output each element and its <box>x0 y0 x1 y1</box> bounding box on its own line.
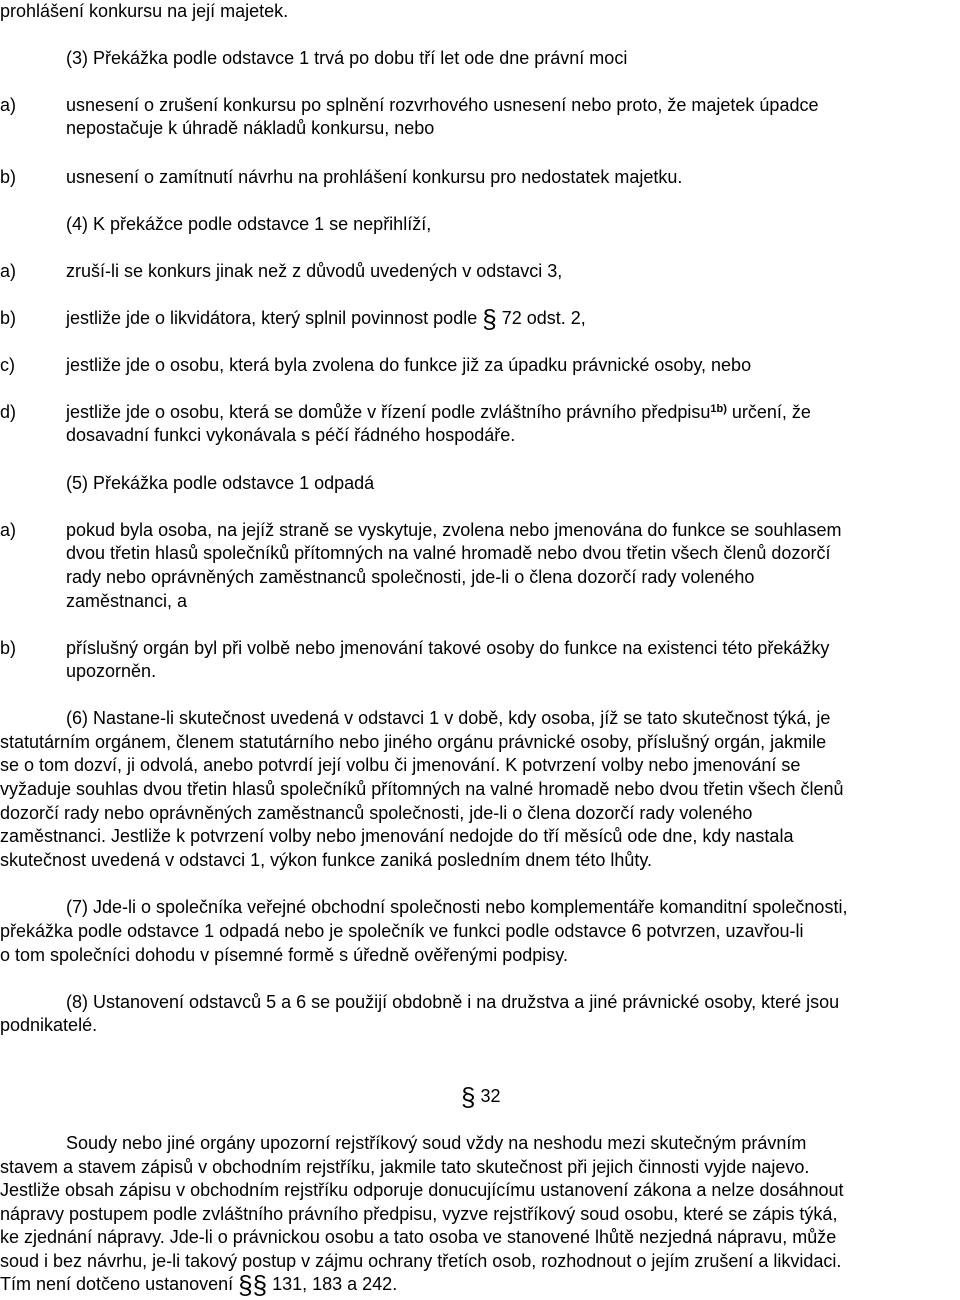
text-line: nepostačuje k úhradě nákladů konkursu, nebo <box>66 118 435 138</box>
text-segment: jestliže jde o likvidátora, který splnil povinnost podle <box>66 308 483 328</box>
text-line: pokud byla osoba, na jejíž straně se vyskytuje, zvolena nebo jmenována do funkce se souhlasem <box>66 520 842 540</box>
item-label: a) <box>0 520 17 540</box>
paragraph-8-text: (8) Ustanovení odstavců 5 a 6 se použijí obdobně i na družstva a jiné právnické osoby, které jsou <box>66 992 840 1012</box>
item-label: b) <box>0 638 17 658</box>
text-line: prohlášení konkursu na její majetek. <box>0 1 289 21</box>
item-label: b) <box>0 167 17 187</box>
paragraph-6-text: (6) Nastane-li skutečnost uvedená v odstavci 1 v době, kdy osoba, jíž se tato skutečnost týká, je <box>66 708 831 728</box>
text-segment: jestliže jde o osobu, která se domůže v řízení podle zvláštního právního předpisu <box>66 402 711 422</box>
text-line: upozorněn. <box>66 661 157 681</box>
paragraph-7-text: (7) Jde-li o společníka veřejné obchodní společnosti nebo komplementáře komanditní společnosti, <box>66 897 848 917</box>
text-line: usnesení o zrušení konkursu po splnění rozvrhového usnesení nebo proto, že majetek úpadce <box>66 95 819 115</box>
text-line: nápravy postupem podle zvláštního právního předpisu, vyzve rejstříkový soud osobu, které se zápis týká, <box>0 1204 838 1224</box>
section-number: 32 <box>475 1086 501 1106</box>
item-label: a) <box>0 261 17 281</box>
text-line: usnesení o zamítnutí návrhu na prohlášení konkursu pro nedostatek majetku. <box>66 167 683 187</box>
paragraph-4-heading: (4) K překážce podle odstavce 1 se nepřihlíží, <box>66 214 432 234</box>
text-line: soud i bez návrhu, je-li takový postup v zájmu ochrany třetích osob, rozhodnout o jejím zrušení a likvidaci. <box>0 1251 842 1271</box>
text-line: skutečnost uvedená v odstavci 1, výkon funkce zaniká posledním dnem této lhůty. <box>0 850 653 870</box>
section-sign: § <box>482 304 497 334</box>
item-label: a) <box>0 95 17 115</box>
text-line: rady nebo oprávněných zaměstnanců společnosti, jde-li o člena dozorčí rady voleného <box>66 567 755 587</box>
text-line: překážka podle odstavce 1 odpadá nebo je společník ve funkci podle odstavce 6 potvrzen, uzavřou-li <box>0 921 804 941</box>
text-line: zaměstnanci, a <box>66 591 188 611</box>
section-sign: § <box>461 1082 476 1112</box>
text-line: o tom společníci dohodu v písemné formě s úředně ověřenými podpisy. <box>0 945 568 965</box>
text-line: jestliže jde o osobu, která byla zvolena do funkce již za úpadku právnické osoby, nebo <box>66 355 752 375</box>
footnote-reference: 1b) <box>710 403 727 415</box>
text-line: příslušný orgán byl při volbě nebo jmenování takové osoby do funkce na existenci této překážky <box>66 638 830 658</box>
text-line <box>66 401 811 424</box>
section-32-text: Soudy nebo jiné orgány upozorní rejstříkový soud vždy na neshodu mezi skutečným právním <box>66 1133 807 1153</box>
text-line: vyžaduje souhlas dvou třetin hlasů společníků přítomných na valné hromadě nebo dvou třetin všech členů <box>0 779 844 799</box>
text-segment: 131, 183 a 242. <box>267 1274 398 1294</box>
paragraph-5-heading: (5) Překážka podle odstavce 1 odpadá <box>66 473 375 493</box>
text-line: zaměstnanci. Jestliže k potvrzení volby nebo jmenování nedojde do tří měsíců ode dne, kdy nastala <box>0 826 794 846</box>
text-line: dosavadní funkci vykonávala s péčí řádného hospodáře. <box>66 425 516 445</box>
text-segment: Tím není dotčeno ustanovení <box>0 1274 239 1294</box>
item-label: d) <box>0 402 17 422</box>
section-heading <box>461 1082 501 1112</box>
text-line <box>66 304 586 334</box>
section-sign: §§ <box>238 1270 268 1300</box>
text-line: se o tom dozví, ji odvolá, anebo potvrdí její volbu či jmenování. K potvrzení volby nebo jmenování se <box>0 755 801 775</box>
text-line <box>0 1270 398 1300</box>
paragraph-3-heading: (3) Překážka podle odstavce 1 trvá po dobu tří let ode dne právní moci <box>66 48 628 68</box>
item-label: b) <box>0 308 17 328</box>
text-line: stavem a stavem zápisů v obchodním rejstříku, jakmile tato skutečnost při jejich činnosti vyjde najevo. <box>0 1157 810 1177</box>
text-line: ke zjednání nápravy. Jde-li o právnickou osobu a tato osoba ve stanovené lhůtě nezjedná nápravu, může <box>0 1227 837 1247</box>
text-line: dozorčí rady nebo oprávněných zaměstnanců společnosti, jde-li o člena dozorčí rady voleného <box>0 803 753 823</box>
item-label: c) <box>0 355 15 375</box>
text-line: zruší-li se konkurs jinak než z důvodů uvedených v odstavci 3, <box>66 261 563 281</box>
text-segment: určení, že <box>726 402 811 422</box>
text-line: statutárním orgánem, členem statutárního nebo jiného orgánu právnické osoby, příslušný orgán, jakmile <box>0 732 827 752</box>
text-segment: 72 odst. 2, <box>496 308 586 328</box>
text-line: dvou třetin hlasů společníků přítomných na valné hromadě nebo dvou třetin všech členů dozorčí <box>66 543 831 563</box>
text-line: podnikatelé. <box>0 1015 98 1035</box>
text-line: Jestliže obsah zápisu v obchodním rejstříku odporuje donucujícímu ustanovení zákona a nelze dosáhnout <box>0 1180 844 1200</box>
